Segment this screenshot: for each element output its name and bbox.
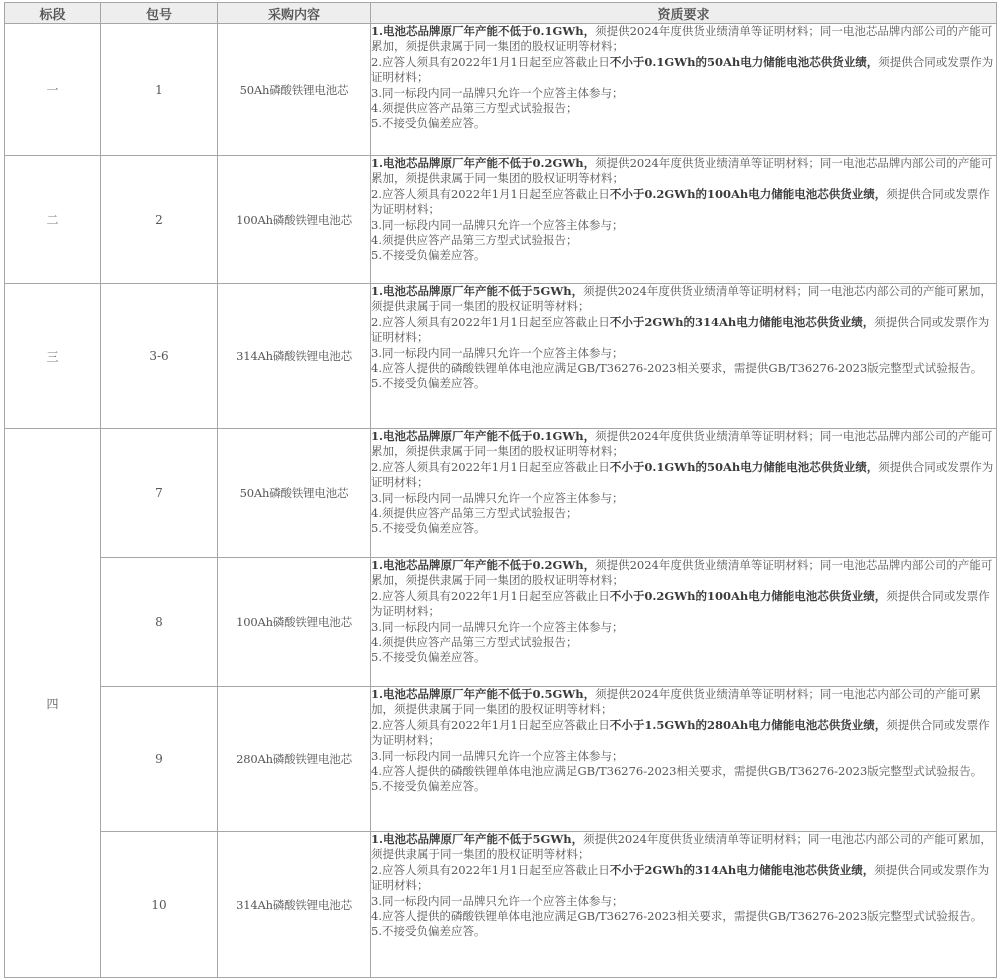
content-cell: 50Ah磷酸铁锂电池芯 [218, 24, 371, 156]
header-requirements: 资质要求 [371, 3, 997, 24]
package-cell: 10 [101, 832, 218, 978]
req-line-5: 5.不接受负偏差应答。 [371, 248, 486, 263]
segment-cell: 三 [5, 284, 101, 429]
req-line-1 [371, 558, 996, 589]
req-line-2 [371, 460, 996, 491]
segment-cell: 二 [5, 156, 101, 284]
req-line-2-pre: 2.应答人须具有2022年1月1日起至应答截止日 [371, 459, 610, 474]
req-line-3: 3.同一标段内同一品牌只允许一个应答主体参与； [371, 217, 624, 232]
req-line-3: 3.同一标段内同一品牌只允许一个应答主体参与； [371, 85, 624, 100]
content-cell: 50Ah磷酸铁锂电池芯 [218, 429, 371, 558]
requirements-cell [371, 284, 997, 429]
req-line-3: 3.同一标段内同一品牌只允许一个应答主体参与； [371, 619, 624, 634]
req-line-2-post: 须提供合同或发票作为证明材料； [371, 54, 994, 85]
req-line-1 [371, 156, 996, 187]
req-line-2-post: 须提供合同或发票作为证明材料； [371, 588, 990, 619]
requirements-cell [371, 24, 997, 156]
requirements-cell [371, 429, 997, 558]
req-line-5: 5.不接受负偏差应答。 [371, 521, 486, 536]
procurement-table [4, 2, 997, 978]
req-line-4: 4.须提供应答产品第三方型式试验报告； [371, 101, 578, 116]
req-line-4: 4.应答人提供的磷酸铁锂单体电池应满足GB/T36276-2023相关要求，需提供GB/T36276-2023版完整型式试验报告。 [371, 764, 983, 779]
table-row [5, 156, 997, 284]
table-row [5, 24, 997, 156]
req-line-1 [371, 687, 996, 718]
content-cell: 314Ah磷酸铁锂电池芯 [218, 284, 371, 429]
req-line-2-post: 须提供合同或发票作为证明材料； [371, 862, 990, 893]
header-content: 采购内容 [218, 3, 371, 24]
package-cell: 2 [101, 156, 218, 284]
package-cell: 8 [101, 558, 218, 687]
content-cell: 100Ah磷酸铁锂电池芯 [218, 156, 371, 284]
req-line-4: 4.应答人提供的磷酸铁锂单体电池应满足GB/T36276-2023相关要求，需提供GB/T36276-2023版完整型式试验报告。 [371, 909, 983, 924]
req-line-5: 5.不接受负偏差应答。 [371, 650, 486, 665]
req-line-4: 4.须提供应答产品第三方型式试验报告； [371, 506, 578, 521]
requirements-cell [371, 687, 997, 832]
req-line-1-bold: 1.电池芯品牌原厂年产能不低于0.2GWh， [371, 156, 596, 170]
table-row [5, 284, 997, 429]
req-line-1-rest: 须提供2024年度供货业绩清单等证明材料；同一电池芯内部公司的产能可累加，须提供隶属于同一集团的股权证明等材料； [371, 832, 992, 862]
header-segment: 标段 [5, 3, 101, 24]
req-line-3: 3.同一标段内同一品牌只允许一个应答主体参与； [371, 748, 624, 763]
req-line-1-rest: 须提供2024年度供货业绩清单等证明材料；同一电池芯品牌内部公司的产能可累加，须提供隶属于同一集团的股权证明等材料； [371, 156, 993, 186]
req-line-5: 5.不接受负偏差应答。 [371, 779, 486, 794]
req-line-2 [371, 315, 996, 346]
req-line-1-bold: 1.电池芯品牌原厂年产能不低于5GWh， [371, 832, 584, 846]
req-line-1-bold: 1.电池芯品牌原厂年产能不低于0.2GWh， [371, 558, 596, 572]
segment-cell: 四 [5, 429, 101, 978]
req-line-2-post: 须提供合同或发票作为证明材料； [371, 717, 990, 748]
requirements-cell [371, 558, 997, 687]
req-line-2 [371, 55, 996, 86]
req-line-2-bold: 不小于1.5GWh的280Ah电力储能电池芯供货业绩， [609, 717, 887, 732]
req-line-2-pre: 2.应答人须具有2022年1月1日起至应答截止日 [371, 186, 610, 201]
table-row [5, 832, 997, 978]
req-line-1-rest: 须提供2024年度供货业绩清单等证明材料；同一电池芯品牌内部公司的产能可累加，须提供隶属于同一集团的股权证明等材料； [371, 429, 993, 459]
req-line-4: 4.须提供应答产品第三方型式试验报告； [371, 635, 578, 650]
req-line-3: 3.同一标段内同一品牌只允许一个应答主体参与； [371, 345, 624, 360]
req-line-2 [371, 589, 996, 620]
req-line-1-rest: 须提供2024年度供货业绩清单等证明材料；同一电池芯品牌内部公司的产能可累加，须提供隶属于同一集团的股权证明等材料； [371, 558, 993, 588]
req-line-1-bold: 1.电池芯品牌原厂年产能不低于0.5GWh， [371, 687, 596, 701]
req-line-2-pre: 2.应答人须具有2022年1月1日起至应答截止日 [371, 717, 610, 732]
requirements-cell [371, 156, 997, 284]
content-cell: 314Ah磷酸铁锂电池芯 [218, 832, 371, 978]
content-cell: 280Ah磷酸铁锂电池芯 [218, 687, 371, 832]
package-cell: 3-6 [101, 284, 218, 429]
req-line-2-bold: 不小于0.1GWh的50Ah电力储能电池芯供货业绩， [609, 459, 879, 474]
req-line-2-pre: 2.应答人须具有2022年1月1日起至应答截止日 [371, 54, 610, 69]
req-line-2 [371, 187, 996, 218]
header-package: 包号 [101, 3, 218, 24]
req-line-2 [371, 718, 996, 749]
req-line-2-bold: 不小于0.1GWh的50Ah电力储能电池芯供货业绩， [609, 54, 879, 69]
segment-cell: 一 [5, 24, 101, 156]
req-line-2 [371, 863, 996, 894]
req-line-2-bold: 不小于2GWh的314Ah电力储能电池芯供货业绩， [609, 862, 875, 877]
package-cell: 1 [101, 24, 218, 156]
req-line-2-pre: 2.应答人须具有2022年1月1日起至应答截止日 [371, 314, 610, 329]
package-cell: 9 [101, 687, 218, 832]
requirements-cell [371, 832, 997, 978]
table-row [5, 687, 997, 832]
req-line-5: 5.不接受负偏差应答。 [371, 116, 486, 131]
req-line-1-rest: 须提供2024年度供货业绩清单等证明材料；同一电池芯品牌内部公司的产能可累加，须提供隶属于同一集团的股权证明等材料； [371, 24, 993, 54]
req-line-1 [371, 832, 996, 863]
req-line-3: 3.同一标段内同一品牌只允许一个应答主体参与； [371, 490, 624, 505]
req-line-2-pre: 2.应答人须具有2022年1月1日起至应答截止日 [371, 588, 610, 603]
req-line-1-rest: 须提供2024年度供货业绩清单等证明材料；同一电池芯内部公司的产能可累加，须提供隶属于同一集团的股权证明等材料； [371, 687, 981, 717]
req-line-1-bold: 1.电池芯品牌原厂年产能不低于5GWh， [371, 284, 584, 298]
req-line-1-bold: 1.电池芯品牌原厂年产能不低于0.1GWh， [371, 24, 596, 38]
req-line-2-bold: 不小于0.2GWh的100Ah电力储能电池芯供货业绩， [609, 186, 887, 201]
req-line-1 [371, 429, 996, 460]
req-line-2-post: 须提供合同或发票作为证明材料； [371, 314, 990, 345]
table-row [5, 429, 997, 558]
req-line-2-bold: 不小于2GWh的314Ah电力储能电池芯供货业绩， [609, 314, 875, 329]
req-line-1-rest: 须提供2024年度供货业绩清单等证明材料；同一电池芯内部公司的产能可累加，须提供隶属于同一集团的股权证明等材料； [371, 284, 992, 314]
header-row [5, 3, 997, 24]
req-line-1 [371, 284, 996, 315]
req-line-5: 5.不接受负偏差应答。 [371, 924, 486, 939]
req-line-4: 4.须提供应答产品第三方型式试验报告； [371, 233, 578, 248]
req-line-1 [371, 24, 996, 55]
req-line-4: 4.应答人提供的磷酸铁锂单体电池应满足GB/T36276-2023相关要求，需提供GB/T36276-2023版完整型式试验报告。 [371, 361, 983, 376]
req-line-2-post: 须提供合同或发票作为证明材料； [371, 186, 990, 217]
req-line-5: 5.不接受负偏差应答。 [371, 376, 486, 391]
req-line-2-bold: 不小于0.2GWh的100Ah电力储能电池芯供货业绩， [609, 588, 887, 603]
req-line-1-bold: 1.电池芯品牌原厂年产能不低于0.1GWh， [371, 429, 596, 443]
req-line-2-post: 须提供合同或发票作为证明材料； [371, 459, 994, 490]
content-cell: 100Ah磷酸铁锂电池芯 [218, 558, 371, 687]
req-line-3: 3.同一标段内同一品牌只允许一个应答主体参与； [371, 893, 624, 908]
package-cell: 7 [101, 429, 218, 558]
req-line-2-pre: 2.应答人须具有2022年1月1日起至应答截止日 [371, 862, 610, 877]
table-row [5, 558, 997, 687]
